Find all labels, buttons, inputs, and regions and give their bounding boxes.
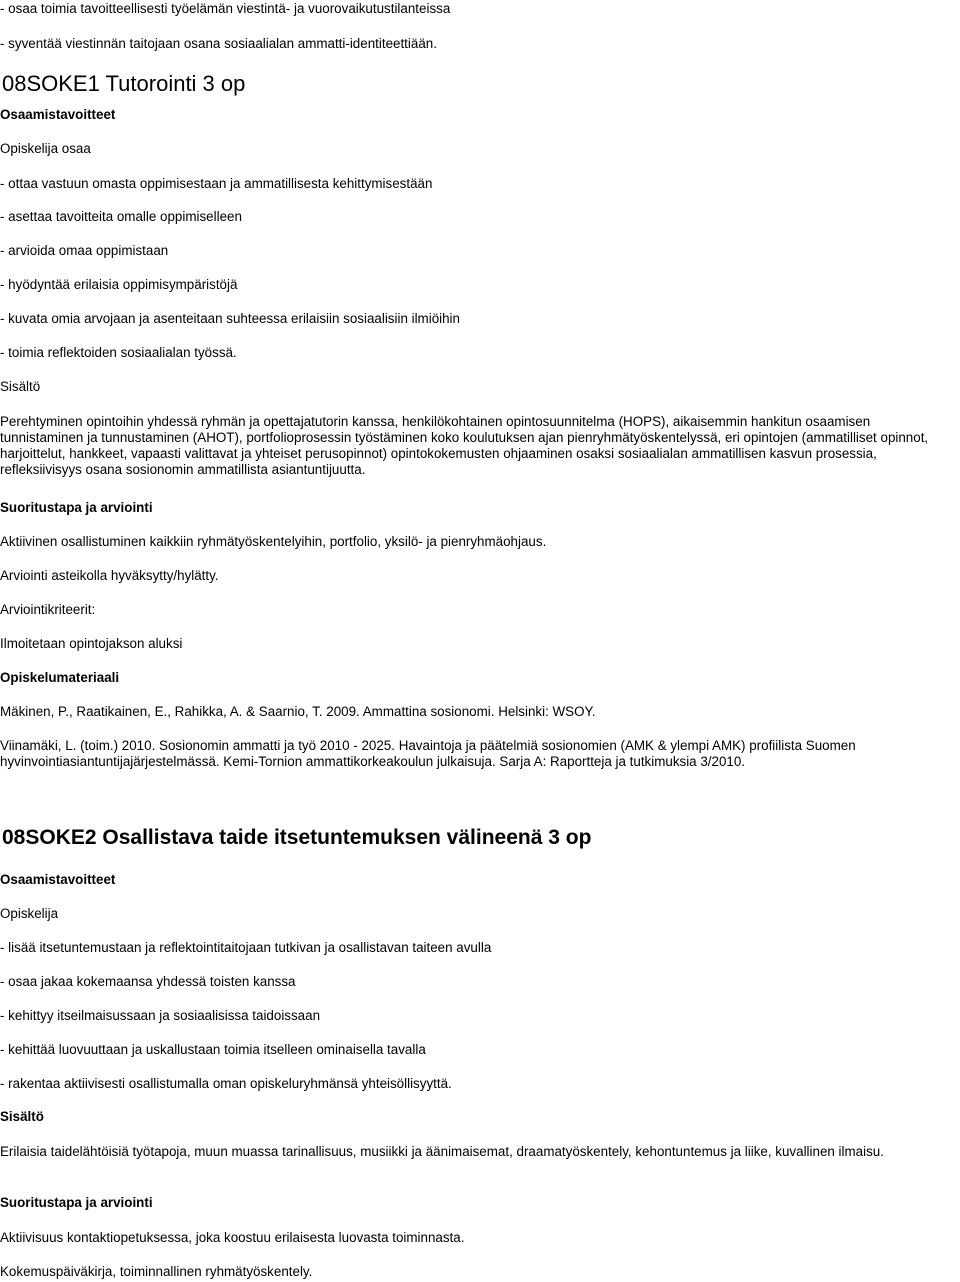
course1-title: 08SOKE1 Tutorointi 3 op (2, 71, 246, 96)
course2-student-intro: Opiskelija (0, 906, 59, 921)
course1-grading-text: Arviointi asteikolla hyväksytty/hylätty. (0, 568, 219, 583)
course1-method-text: Aktiivinen osallistuminen kaikkiin ryhmätyöskentelyihin, portfolio, yksilö- ja pienryhmäohjaus. (0, 534, 547, 549)
course2-objective: - kehittyy itseilmaisussaan ja sosiaalisissa taidoissaan (0, 1008, 321, 1023)
course1-objective: - hyödyntää erilaisia oppimisympäristöjä (0, 277, 238, 292)
course1-method-heading: Suoritustapa ja arviointi (0, 500, 153, 515)
course2-method-text: Aktiivisuus kontaktiopetuksessa, joka koostuu erilaisesta luovasta toiminnasta. (0, 1230, 465, 1245)
course2-method-heading: Suoritustapa ja arviointi (0, 1195, 153, 1210)
course2-objectives-heading: Osaamistavoitteet (0, 872, 116, 887)
course1-objective: - arvioida omaa oppimistaan (0, 243, 169, 258)
course1-material-2-line-1: Viinamäki, L. (toim.) 2010. Sosionomin ammatti ja työ 2010 - 2025. Havaintoja ja päätelmiä sosionomien (AMK & ylempi AMK) profiilista Suomen (0, 738, 856, 753)
course1-materials-heading: Opiskelumateriaali (0, 670, 120, 685)
course1-material-2-line-2: hyvinvointiasiantuntijajärjestelmässä. Kemi-Tornion ammattikorkeakoulun julkaisuja. Sarja A: Raportteja ja tutkimuksia 3/2010. (0, 754, 746, 769)
course2-extra-text: Kokemuspäiväkirja, toiminnallinen ryhmätyöskentely. (0, 1264, 313, 1279)
course1-objective: - kuvata omia arvojaan ja asenteitaan suhteessa erilaisiin sosiaalisiin ilmiöihin (0, 311, 460, 326)
course1-criteria-label: Arviointikriteerit: (0, 602, 96, 617)
course1-criteria-text: Ilmoitetaan opintojakson aluksi (0, 636, 183, 651)
course1-content-heading: Sisältö (0, 379, 41, 394)
course2-objective: - kehittää luovuuttaan ja uskallustaan toimia itselleen ominaisella tavalla (0, 1042, 426, 1057)
course1-objectives-heading: Osaamistavoitteet (0, 107, 116, 122)
course2-objective: - rakentaa aktiivisesti osallistumalla oman opiskeluryhmänsä yhteisöllisyyttä. (0, 1076, 452, 1091)
course1-material-1: Mäkinen, P., Raatikainen, E., Rahikka, A. & Saarnio, T. 2009. Ammattina sosionomi. Helsinki: WSOY. (0, 704, 596, 719)
course2-content-text: Erilaisia taidelähtöisiä työtapoja, muun muassa tarinallisuus, musiikki ja äänimaisemat, draamatyöskentely, kehontuntemus ja liike, kuvallinen ilmaisu. (0, 1144, 884, 1159)
course2-objective: - lisää itsetuntemustaan ja reflektointitaitojaan tutkivan ja osallistavan taiteen avulla (0, 940, 492, 955)
course2-content-heading: Sisältö (0, 1109, 44, 1124)
intro-line-1: - osaa toimia tavoitteellisesti työelämän viestintä- ja vuorovaikutustilanteissa (0, 1, 451, 16)
course1-objective: - toimia reflektoiden sosiaalialan työssä. (0, 345, 237, 360)
course1-objective: - asettaa tavoitteita omalle oppimiselleen (0, 209, 242, 224)
course1-content-text: Perehtyminen opintoihin yhdessä ryhmän ja opettajatutorin kanssa, henkilökohtainen opintosuunnitelma (HOPS), aikaisemmin hankitun osaamisen tunnistaminen ja tunnustaminen (AHOT), portfolioprosessin työstäminen koko koulutuksen ajan pienryhmätyöskentelyssä, eri opintojen (ammatilliset opinnot, harjoittelut, hankkeet, vapaasti valittavat ja yhteiset perusopinnot) opintokokemusten ohjaaminen osaksi sosiaalialan ammatillisen kasvun prosessia, refleksiivisyys osana sosionomin ammatillista asiantuntijuutta. (0, 414, 929, 477)
course2-objective: - osaa jakaa kokemaansa yhdessä toisten kanssa (0, 974, 296, 989)
course1-student-intro: Opiskelija osaa (0, 141, 91, 156)
course1-objective: - ottaa vastuun omasta oppimisestaan ja ammatillisesta kehittymisestään (0, 176, 433, 191)
course2-title: 08SOKE2 Osallistava taide itsetuntemuksen välineenä 3 op (2, 826, 592, 849)
intro-line-2: - syventää viestinnän taitojaan osana sosiaalialan ammatti-identiteettiään. (0, 36, 437, 51)
